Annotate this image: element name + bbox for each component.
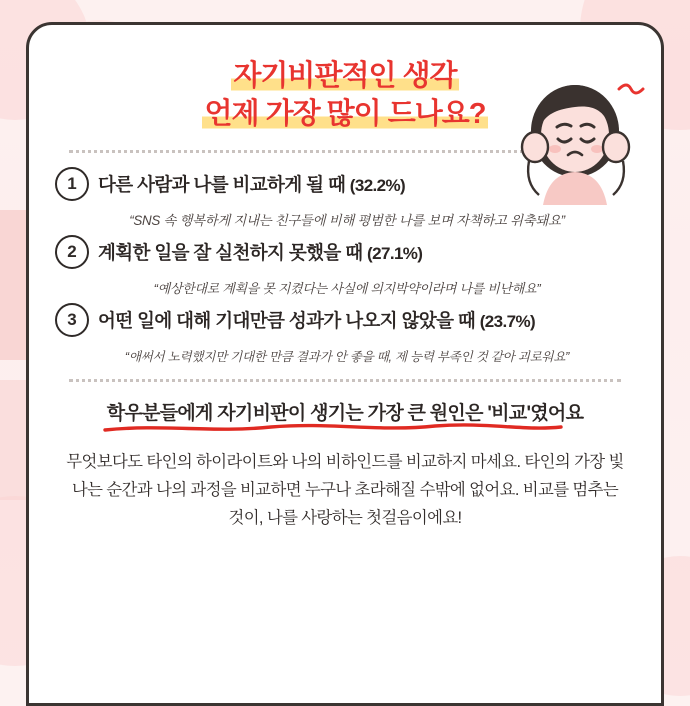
list-item-title-text: 다른 사람과 나를 비교하게 될 때: [98, 173, 346, 195]
underline-scribble-icon: [103, 422, 563, 434]
list-item-title: [98, 171, 405, 197]
conclusion-headline: 학우분들에게 자기비판이 생기는 가장 큰 원인은 '비교'였어요: [106, 402, 584, 424]
list-item-title: [98, 239, 422, 265]
info-card: [26, 22, 664, 706]
list-item-number: 2: [55, 235, 89, 269]
list-item-number: 3: [55, 303, 89, 337]
list-item-quote: “예상한대로 계획을 못 지켰다는 사실에 의지박약이라며 나를 비난해요”: [153, 280, 541, 296]
divider-bottom: [69, 379, 621, 382]
conclusion-section: [55, 398, 635, 432]
list-item-header: [55, 303, 635, 337]
list-item-header: [55, 235, 635, 269]
title-line-1: 자기비판적인 생각: [233, 60, 457, 92]
list-item-number: 1: [55, 167, 89, 201]
list-item-quote: “SNS 속 행복하게 지내는 친구들에 비해 평범한 나를 보며 자책하고 위축돼요”: [129, 212, 565, 228]
list-item-quote: “애써서 노력했지만 기대한 만큼 결과가 안 좋을 때, 제 능력 부족인 것 같아 괴로워요”: [124, 349, 570, 364]
list-item: [55, 235, 635, 297]
list-item: [55, 303, 635, 365]
conclusion-body: 무엇보다도 타인의 하이라이트와 나의 비하인드를 비교하지 마세요. 타인의 가장 빛나는 순간과 나의 과정을 비교하면 누구나 초라해질 수밖에 없어요. 비교를 멈추는 것이, 나를 사랑하는 첫걸음이에요!: [66, 452, 624, 527]
list-item-percent: (32.2%): [349, 175, 406, 195]
title-line-2: 언제 가장 많이 드나요?: [204, 98, 486, 131]
list-item-title: [98, 307, 535, 333]
stressed-person-icon: [499, 65, 649, 205]
conclusion-headline-wrap: [107, 398, 583, 432]
list-item-title-text: 어떤 일에 대해 기대만큼 성과가 나오지 않았을 때: [98, 309, 476, 331]
list-item-percent: (23.7%): [479, 311, 536, 331]
list-item-title-text: 계획한 일을 잘 실천하지 못했을 때: [98, 241, 363, 263]
list-item-percent: (27.1%): [367, 243, 423, 263]
